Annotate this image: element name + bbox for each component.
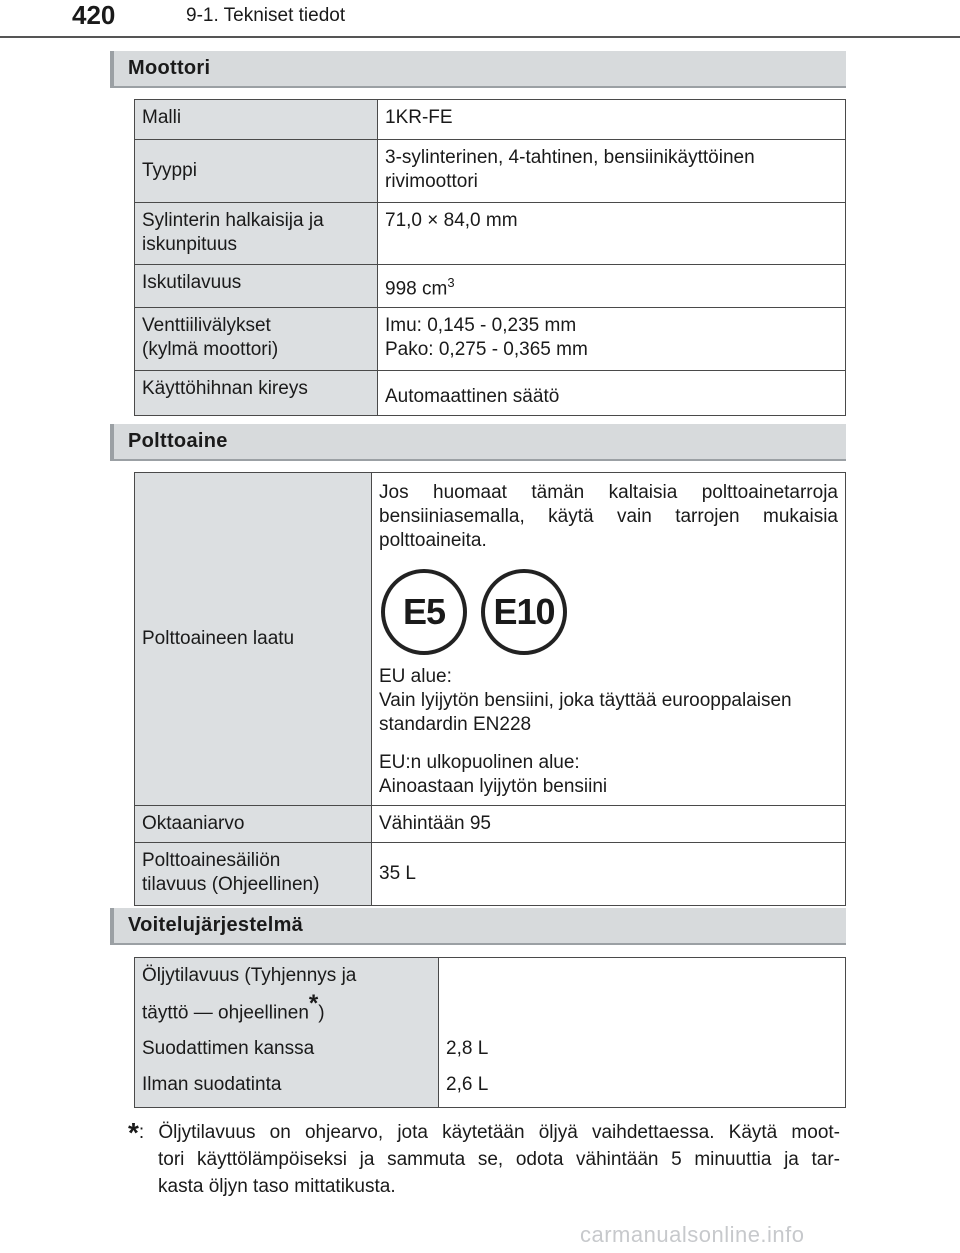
eu-region-text (379, 665, 838, 737)
spec-label: Tyyppi (135, 140, 378, 203)
spec-value (378, 140, 846, 203)
footnote-marker: * (128, 1117, 139, 1148)
oil-spec-table (134, 957, 846, 1108)
spec-label (135, 308, 378, 371)
value-line: Pako: 0,275 - 0,365 mm (385, 339, 588, 361)
table-row (135, 100, 846, 140)
running-title: 9-1. Tekniset tiedot (186, 5, 346, 26)
label-line: tilavuus (Ohjeellinen) (142, 874, 320, 895)
spec-value: 2,6 L (446, 1074, 489, 1096)
label-line: Öljytilavuus (Tyhjennys ja (142, 965, 357, 986)
fuel-label-row (381, 569, 838, 655)
footnote-line: tori käyttölämpöiseksi ja sammuta se, odota vähintään 5 minuuttia ja tar- (158, 1149, 840, 1170)
value-line: rivimoottori (385, 171, 478, 192)
table-row (135, 308, 846, 371)
label-line: iskunpituus (142, 234, 238, 255)
fuel-spec-table (134, 472, 846, 906)
spec-label: Malli (135, 100, 378, 140)
section-title-engine: Moottori (128, 57, 211, 79)
spec-value: 71,0 × 84,0 mm (378, 203, 846, 265)
non-eu-region-text (379, 751, 838, 799)
fuel-intro-text: Jos huomaat tämän kaltaisia polttoainetarroja bensiiniasemalla, käytä vain tarrojen mukaisia polttoaineita. (379, 482, 838, 551)
label-line: Polttoainesäiliön (142, 850, 281, 871)
table-row (135, 473, 846, 806)
spec-label: Oktaaniarvo (135, 806, 372, 843)
spec-value (372, 473, 846, 806)
superscript: 3 (447, 275, 455, 290)
spec-value: Automaattinen säätö (378, 371, 846, 416)
label-line: (kylmä moottori) (142, 339, 279, 361)
section-title-fuel: Polttoaine (128, 430, 228, 452)
table-row (135, 203, 846, 265)
spec-label: Iskutilavuus (135, 265, 378, 308)
table-row (135, 371, 846, 416)
section-heading-lubrication (110, 908, 846, 945)
table-row (135, 843, 846, 906)
text-line: standardin EN228 (379, 714, 532, 735)
value-line: Imu: 0,145 - 0,235 mm (385, 315, 577, 337)
section-title-lubrication: Voitelujärjestelmä (128, 914, 304, 936)
label-line: Sylinterin halkaisija ja (142, 210, 324, 231)
spec-label (135, 958, 439, 1032)
section-heading-engine (110, 51, 846, 88)
footnote-marker: * (308, 990, 319, 1017)
spec-value (439, 958, 846, 1032)
spec-value: 1KR-FE (378, 100, 846, 140)
header-rule (0, 36, 960, 38)
text-line: EU alue: (379, 666, 452, 687)
table-row (135, 1031, 846, 1067)
footnote-text: : Öljytilavuus on ohjearvo, jota käytetään öljyä vaihdettaessa. Käytä moot- (138, 1122, 840, 1143)
engine-spec-table (134, 99, 846, 416)
footnote-line (128, 1115, 840, 1146)
watermark: carmanualsonline.info (580, 1222, 805, 1247)
label-text: täyttö — ohjeellinen (142, 1002, 309, 1024)
table-row (135, 1067, 846, 1107)
label-line (142, 992, 431, 1025)
footnote (128, 1115, 840, 1200)
e5-fuel-label-icon: E5 (381, 569, 467, 655)
spec-value: 35 L (372, 843, 846, 906)
spec-value: Vähintään 95 (372, 806, 846, 843)
label-line: Venttiilivälykset (142, 315, 271, 337)
e10-fuel-label-icon: E10 (481, 569, 567, 655)
spec-label (135, 843, 372, 906)
spec-label: Polttoaineen laatu (135, 473, 372, 806)
section-heading-fuel (110, 424, 846, 461)
text-line: EU:n ulkopuolinen alue: (379, 752, 580, 773)
spec-label: Ilman suodatinta (135, 1067, 439, 1107)
page-number: 420 (72, 0, 116, 30)
spec-value (378, 308, 846, 371)
table-row (135, 806, 846, 843)
value-line: 3-sylinterinen, 4-tahtinen, bensiinikäyttöinen (385, 147, 755, 168)
footnote-line: kasta öljyn taso mittatikusta. (158, 1176, 396, 1197)
spec-value (378, 265, 846, 308)
table-row (135, 265, 846, 308)
text-line: Ainoastaan lyijytön bensiini (379, 776, 608, 797)
table-row (135, 140, 846, 203)
text-line: Vain lyijytön bensiini, joka täyttää eurooppalaisen (379, 690, 792, 711)
displacement-value: 998 cm (385, 278, 448, 300)
label-text: ) (318, 1002, 325, 1024)
spec-label: Käyttöhihnan kireys (135, 371, 378, 416)
table-row (135, 958, 846, 1032)
spec-label: Suodattimen kanssa (135, 1031, 439, 1067)
spec-label (135, 203, 378, 265)
spec-value: 2,8 L (446, 1038, 489, 1060)
